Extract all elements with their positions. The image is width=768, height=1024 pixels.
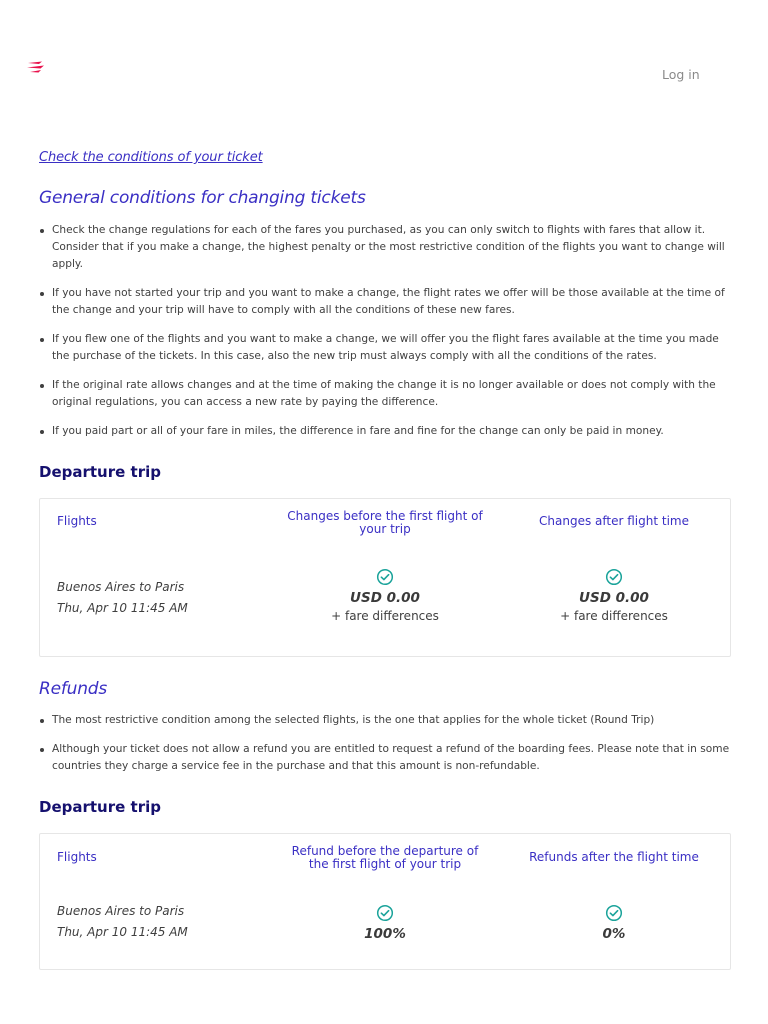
column-header-refund-before: Refund before the departure of the first flight of your trip	[291, 844, 479, 871]
changes-after-amount: USD 0.00	[579, 590, 649, 606]
changes-after-cell	[524, 568, 704, 623]
column-header-flights: Flights	[57, 514, 97, 528]
check-circle-icon	[605, 904, 623, 922]
refunds-section-title: Refunds	[39, 679, 108, 699]
check-circle-icon	[376, 568, 394, 586]
flight-datetime: Thu, Apr 10 11:45 AM	[57, 601, 188, 615]
flight-info	[57, 901, 188, 943]
check-conditions-link[interactable]: Check the conditions of your ticket	[39, 150, 263, 165]
changes-table	[39, 498, 731, 657]
header	[0, 0, 768, 110]
refund-before-cell	[295, 904, 475, 942]
login-link[interactable]: Log in	[662, 67, 700, 82]
column-header-changes-before: Changes before the first flight of your trip	[287, 509, 483, 536]
changes-bullet-list	[39, 222, 731, 440]
refund-after-cell	[524, 904, 704, 942]
check-circle-icon	[376, 904, 394, 922]
list-item: Although your ticket does not allow a refund you are entitled to request a refund of the boarding fees. Please note that in some countries they charge a service fee in the purchase and that this amount is non-refundable.	[39, 741, 731, 775]
main-content	[39, 150, 731, 970]
changes-after-note: + fare differences	[560, 609, 668, 623]
list-item: If you have not started your trip and you want to make a change, the flight rates we offer will be those available at the time of the change and your trip will have to comply with all the conditions of these new fares.	[39, 285, 731, 319]
column-header-flights: Flights	[57, 850, 97, 864]
column-header-changes-after: Changes after flight time	[539, 514, 689, 528]
check-circle-icon	[605, 568, 623, 586]
refunds-bullet-list	[39, 712, 731, 775]
list-item: If the original rate allows changes and at the time of making the change it is no longer available or does not comply with the original regulations, you can access a new rate by paying the difference.	[39, 377, 731, 411]
flight-datetime: Thu, Apr 10 11:45 AM	[57, 925, 188, 939]
list-item: The most restrictive condition among the selected flights, is the one that applies for the whole ticket (Round Trip)	[39, 712, 731, 729]
refunds-table	[39, 833, 731, 970]
flight-route: Buenos Aires to Paris	[57, 904, 185, 918]
refund-before-value: 100%	[364, 926, 406, 942]
list-item: If you paid part or all of your fare in miles, the difference in fare and fine for the change can only be paid in money.	[39, 423, 731, 440]
changes-before-amount: USD 0.00	[350, 590, 420, 606]
changes-before-note: + fare differences	[331, 609, 439, 623]
refunds-trip-title: Departure trip	[39, 798, 161, 816]
list-item: If you flew one of the flights and you want to make a change, we will offer you the flight fares available at the time you made the purchase of the tickets. In this case, also the new trip must always comply with all the conditions of the rates.	[39, 331, 731, 365]
flight-route: Buenos Aires to Paris	[57, 580, 185, 594]
changes-trip-title: Departure trip	[39, 463, 161, 481]
refund-after-value: 0%	[602, 926, 626, 942]
changes-section-title: General conditions for changing tickets	[39, 188, 366, 208]
flight-info	[57, 577, 188, 619]
brand-logo-icon[interactable]	[26, 60, 46, 74]
column-header-refund-after: Refunds after the flight time	[529, 850, 699, 864]
list-item: Check the change regulations for each of the fares you purchased, as you can only switch to flights with fares that allow it. Consider that if you make a change, the highest penalty or the most restrictive condition of the flights you want to change will apply.	[39, 222, 731, 273]
changes-before-cell	[295, 568, 475, 623]
